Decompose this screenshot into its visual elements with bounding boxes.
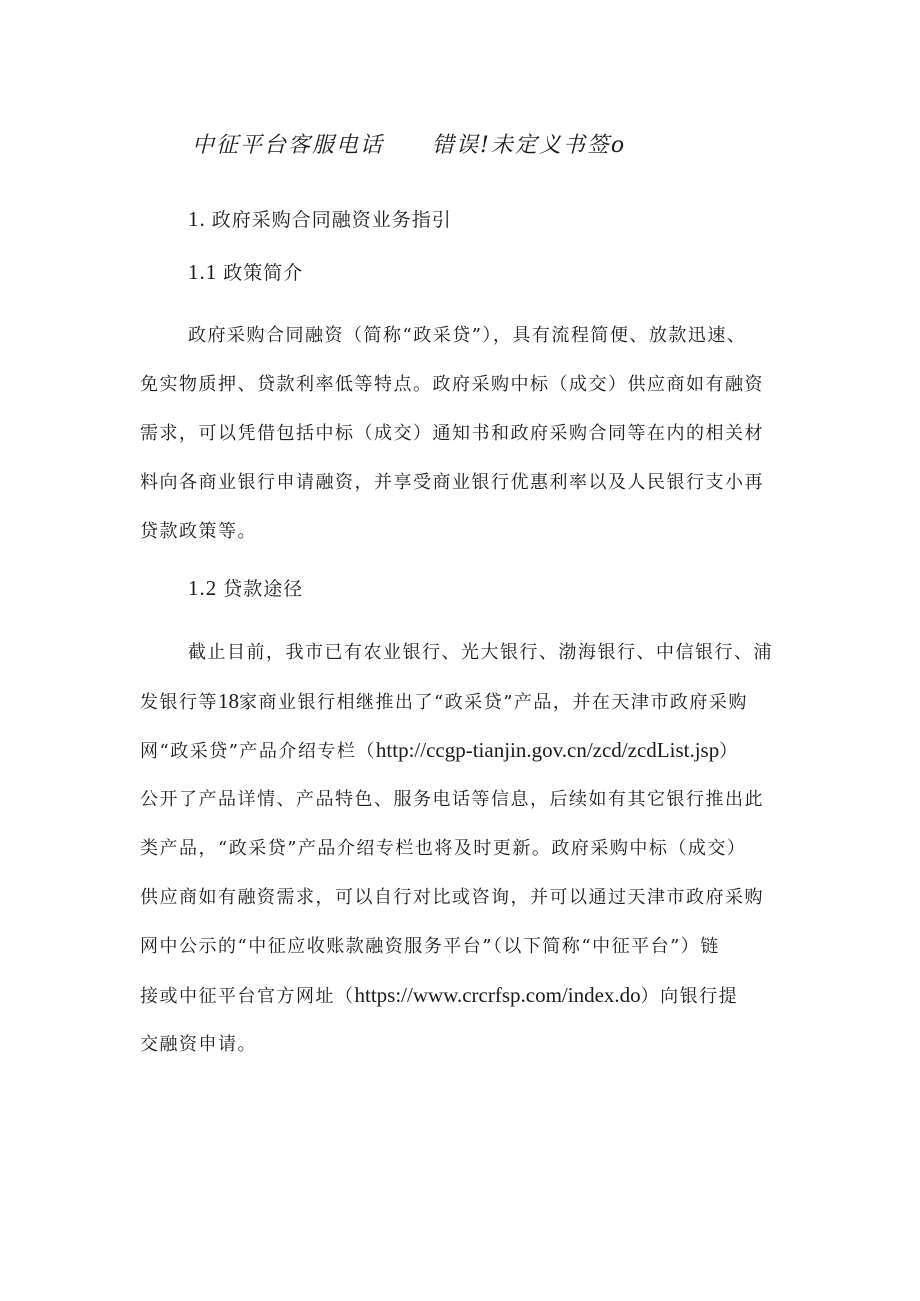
policy-intro-paragraph bbox=[140, 311, 800, 556]
section-1-2-heading bbox=[188, 574, 303, 601]
paragraph-line: 贷款政策等。 bbox=[140, 521, 257, 542]
section-1-1-heading bbox=[188, 258, 303, 285]
paragraph-line: 公开了产品详情、产品特色、服务电话等信息，后续如有其它银行推出此 bbox=[140, 789, 764, 810]
paragraph-line: 网中公示的“中征应收账款融资服务平台”（以下简称“中征平台”）链 bbox=[140, 936, 720, 957]
section-1-1-number: 1.1 bbox=[188, 260, 218, 284]
section-1-title: 政府采购合同融资业务指引 bbox=[211, 209, 452, 231]
paragraph-line bbox=[140, 971, 800, 1020]
paragraph-line bbox=[140, 677, 800, 726]
paragraph-line: 料向各商业银行申请融资，并享受商业银行优惠利率以及人民银行支小再 bbox=[140, 472, 764, 493]
line-text: 网“政采贷”产品介绍专栏（ bbox=[140, 741, 376, 762]
line-text: 家商业银行相继推出了“政采贷”产品，并在天津市政府采购 bbox=[239, 692, 748, 713]
line-text: 接或中征平台官方网址（ bbox=[140, 986, 355, 1007]
section-1-2-number: 1.2 bbox=[188, 576, 218, 600]
paragraph-line bbox=[140, 726, 800, 775]
paragraph-line: 交融资申请。 bbox=[140, 1034, 257, 1055]
paragraph-line: 政府采购合同融资（简称“政采贷”），具有流程简便、放款迅速、 bbox=[188, 325, 747, 346]
paragraph-line: 类产品，“政采贷”产品介绍专栏也将及时更新。政府采购中标（成交） bbox=[140, 838, 747, 859]
ccgp-url-link[interactable]: http://ccgp-tianjin.gov.cn/zcd/zcdList.jsp bbox=[375, 738, 720, 762]
paragraph-line: 供应商如有融资需求，可以自行对比或咨询，并可以通过天津市政府采购 bbox=[140, 887, 764, 908]
paragraph-line: 需求，可以凭借包括中标（成交）通知书和政府采购合同等在内的相关材 bbox=[140, 423, 764, 444]
toc-entry bbox=[192, 128, 626, 159]
loan-channel-paragraph bbox=[140, 628, 800, 1069]
toc-title: 中征平台客服电话 bbox=[192, 133, 385, 158]
paragraph-line: 截止目前，我市已有农业银行、光大银行、渤海银行、中信银行、浦 bbox=[188, 642, 773, 663]
line-text: ）向银行提 bbox=[640, 986, 739, 1007]
crcrfsp-url-link[interactable]: https://www.crcrfsp.com/index.do bbox=[354, 983, 641, 1007]
section-1-heading bbox=[188, 205, 452, 232]
section-1-number: 1. bbox=[188, 207, 206, 231]
toc-error-text: 错误!未定义书签o bbox=[432, 133, 627, 158]
section-1-2-title: 贷款途径 bbox=[223, 578, 304, 600]
bank-count: 18 bbox=[218, 689, 239, 713]
section-1-1-title: 政策简介 bbox=[223, 262, 304, 284]
line-text: ） bbox=[719, 741, 739, 762]
line-text: 发银行等 bbox=[140, 692, 218, 713]
paragraph-line: 免实物质押、贷款利率低等特点。政府采购中标（成交）供应商如有融资 bbox=[140, 374, 764, 395]
